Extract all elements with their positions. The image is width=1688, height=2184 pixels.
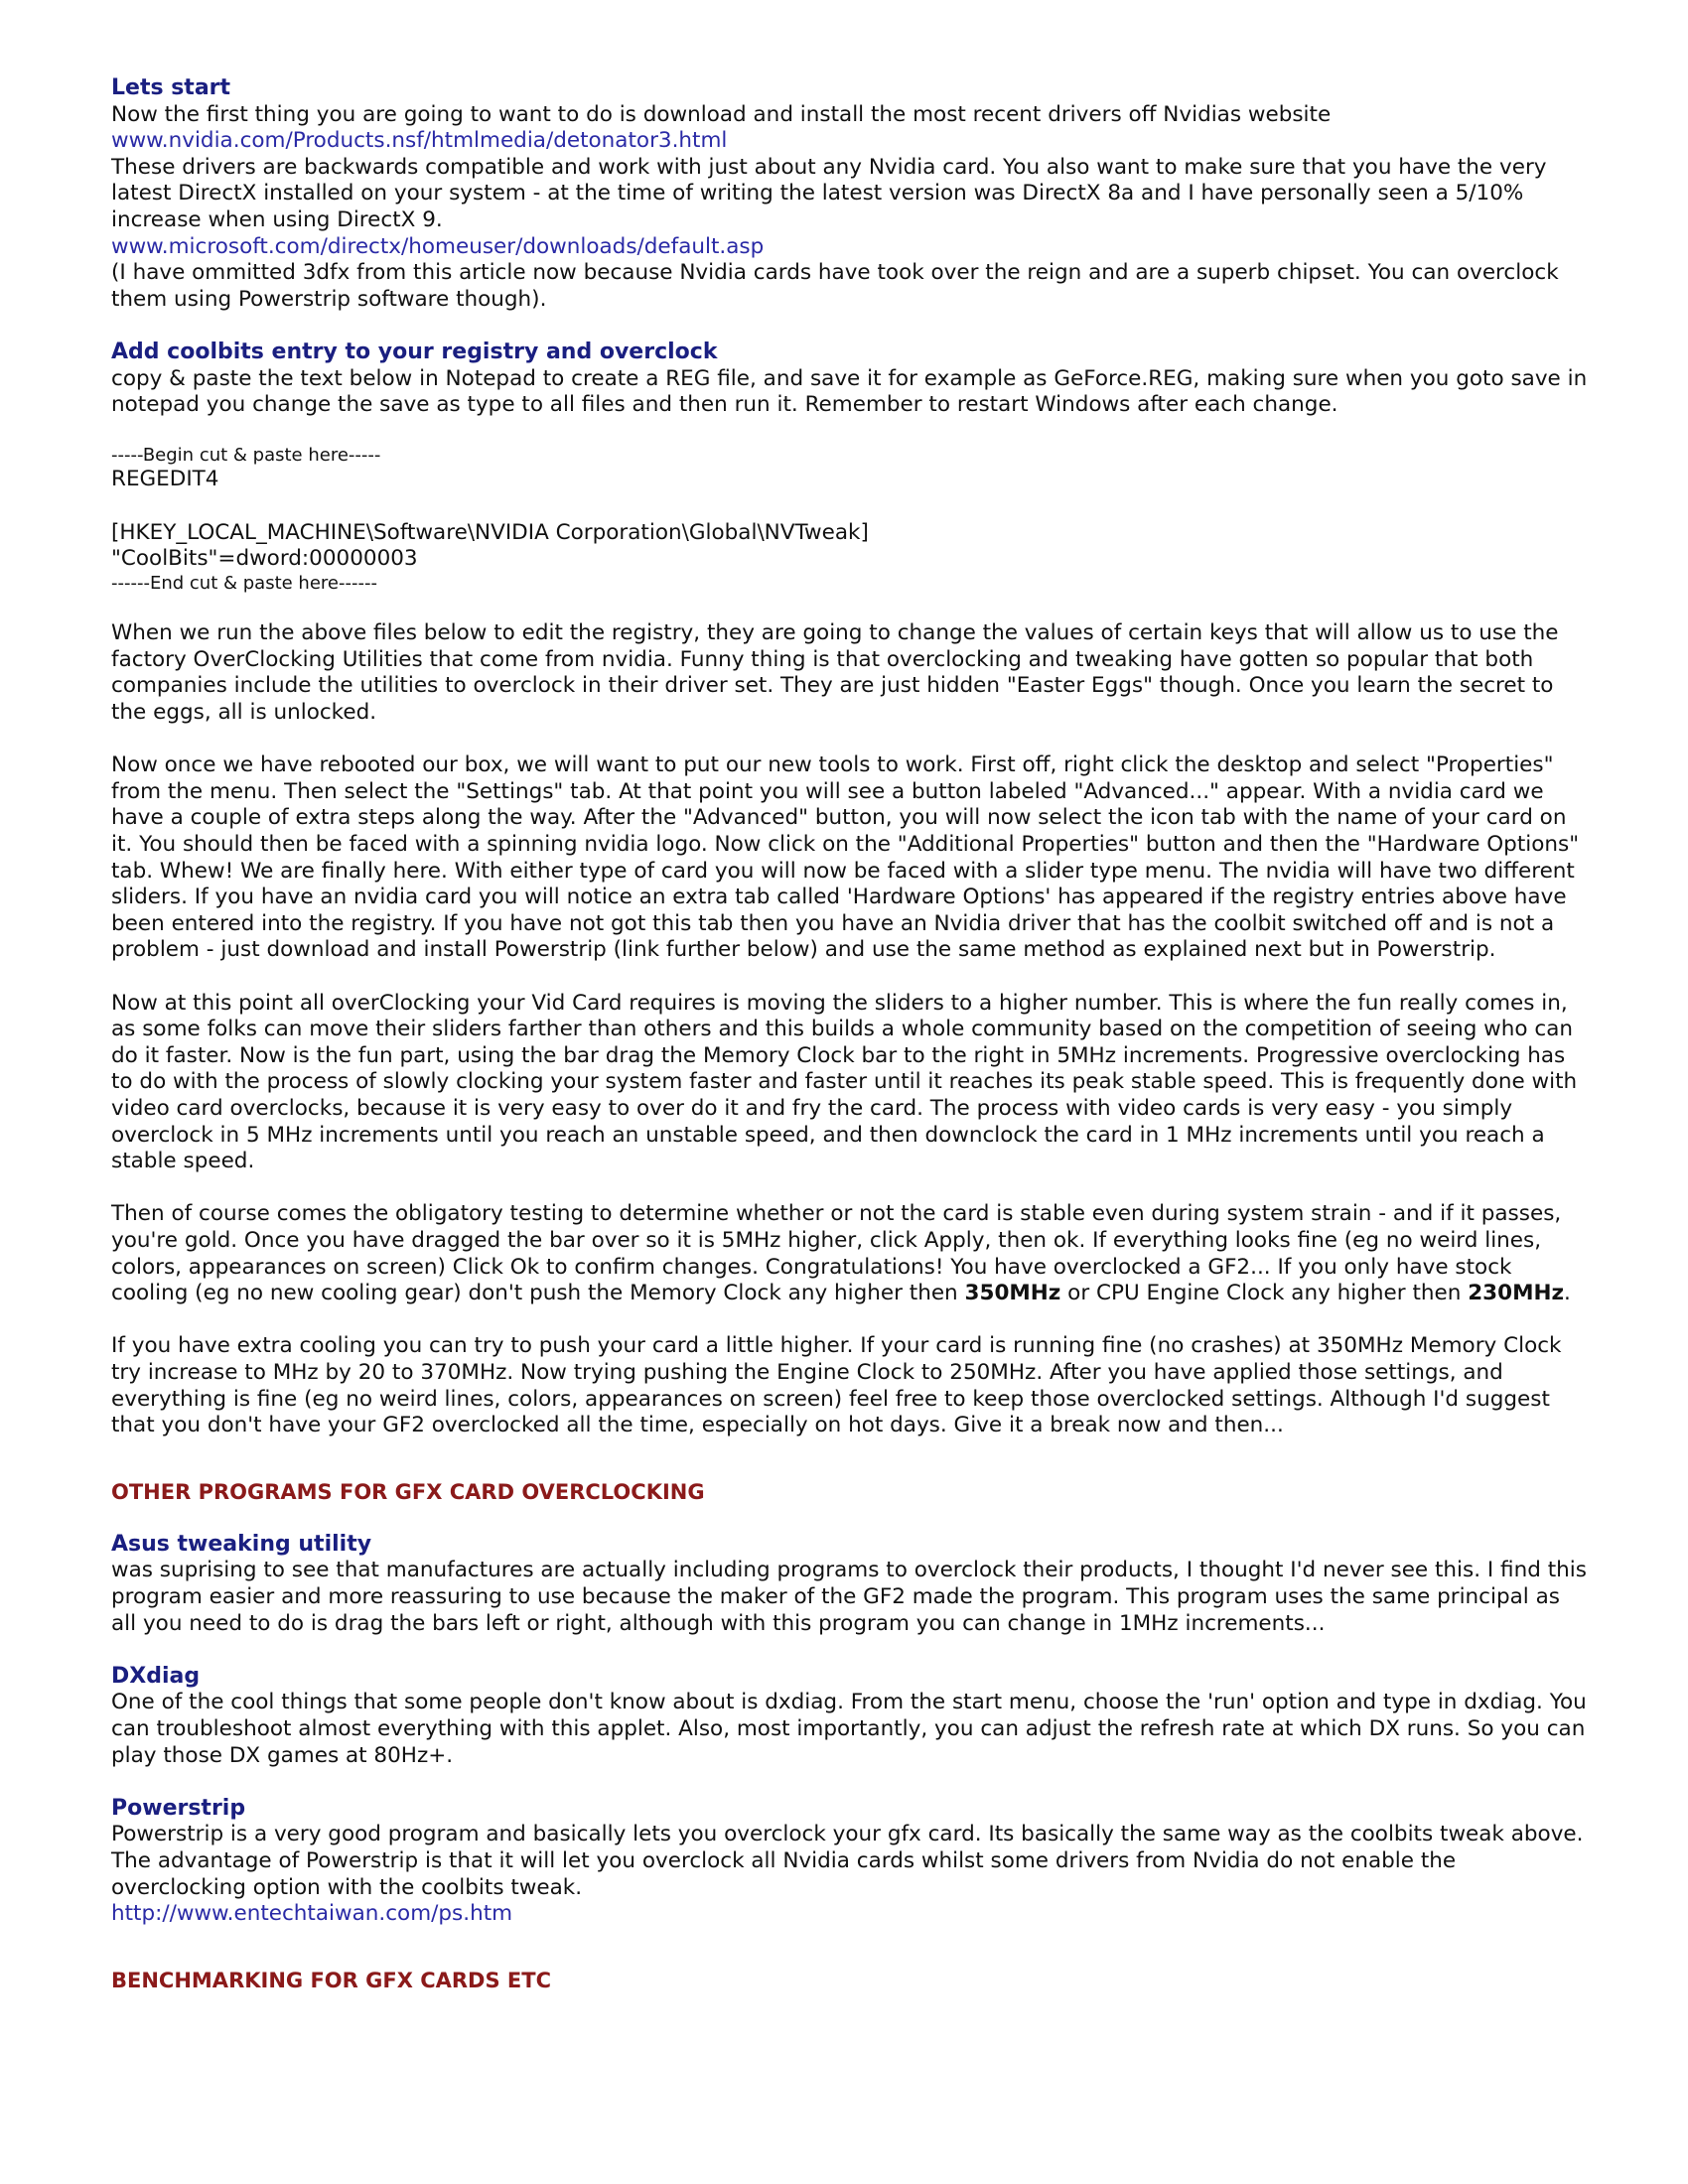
directx-download-link[interactable]: www.microsoft.com/directx/homeuser/downloads/default.asp — [111, 233, 765, 259]
other-programs-heading: OTHER PROGRAMS FOR GFX CARD OVERCLOCKING — [111, 1479, 705, 1504]
body-section — [111, 620, 1591, 1438]
body-para4-text-c: . — [1563, 1281, 1571, 1306]
memory-clock-limit: 350MHz — [964, 1281, 1061, 1306]
lets-start-heading: Lets start — [111, 75, 231, 100]
spacer — [111, 493, 1591, 520]
body-para3: Now at this point all overClocking your Vid Card requires is moving the sliders to a higher number. This is where the fun really comes in, as some folks can move their sliders farther than others and this builds a whole community based on the competition of seeing who can do it faster. Now is the fun part, using the bar drag the Memory Clock bar to the right in 5MHz increments. Progressive overclocking has to do with the process of slowly clocking your system faster and faster until it reaches its peak stable speed. This is frequently done with video card overclocks, because it is very easy to over do it and fry the card. The process with video cards is very easy - you simply overclock in 5 MHz increments until you reach an unstable speed, and then downclock the card in 1 MHz increments until you reach a stable speed. — [111, 990, 1578, 1174]
coolbits-section — [111, 340, 1591, 595]
spacer — [111, 419, 1591, 446]
body-para4 — [111, 1201, 1591, 1306]
engine-clock-limit: 230MHz — [1468, 1281, 1564, 1306]
powerstrip-heading: Powerstrip — [111, 1795, 246, 1821]
asus-heading: Asus tweaking utility — [111, 1531, 372, 1557]
coolbits-para: copy & paste the text below in Notepad to create a REG file, and save it for example as GeForce.REG, making sure when you goto save in notepad you change the save as type to all files and then run it. Remember to restart Windows after each change. — [111, 365, 1588, 418]
benchmarking-section — [111, 1968, 1591, 1994]
other-programs-section — [111, 1479, 1591, 1928]
body-para5: If you have extra cooling you can try to push your card a little higher. If your card is running fine (no crashes) at 350MHz Memory Clock try increase to MHz by 20 to 370MHz. Now trying pushing the Engine Clock to 250MHz. After you have applied those settings, and everything is fine (eg no weird lines, colors, appearances on screen) feel free to keep those overclocked settings. Although I'd suggest that you don't have your GF2 overclocked all the time, especially on hot days. Give it a break now and then... — [111, 1333, 1562, 1438]
cut-paste-begin: -----Begin cut & paste here----- — [111, 445, 381, 467]
spacer — [111, 313, 1591, 340]
powerstrip-link[interactable]: http://www.entechtaiwan.com/ps.htm — [111, 1901, 513, 1927]
registry-key-line: [HKEY_LOCAL_MACHINE\Software\NVIDIA Corporation\Global\NVTweak] — [111, 519, 869, 545]
spacer — [111, 1439, 1591, 1479]
spacer — [111, 964, 1591, 991]
cut-paste-end: ------End cut & paste here------ — [111, 572, 377, 594]
regedit-line: REGEDIT4 — [111, 467, 219, 492]
spacer — [111, 1928, 1591, 1968]
benchmarking-heading: BENCHMARKING FOR GFX CARDS ETC — [111, 1968, 551, 1992]
body-para4-text-b: or CPU Engine Clock any higher then — [1060, 1281, 1469, 1306]
body-para2: Now once we have rebooted our box, we will want to put our new tools to work. First off, right click the desktop and select "Properties" from the menu. Then select the "Settings" tab. At that point you will see a button labeled "Advanced..." appear. With a nvidia card we have a couple of extra steps along the way. After the "Advanced" button, you will now select the icon tab with the name of your card on it. You should then be faced with a spinning nvidia logo. Now click on the "Additional Properties" button and then the "Hardware Options" tab. Whew! We are finally here. With either type of card you will now be faced with a slider type menu. The nvidia will have two different sliders. If you have an nvidia card you will notice an extra tab called 'Hardware Options' has appeared if the registry entries above have been entered into the registry. If you have not got this tab then you have an Nvidia driver that has the coolbit switched off and is not a problem - just download and install Powerstrip (link further below) and use the same method as explained next but in Powerstrip. — [111, 752, 1580, 963]
asus-para: was suprising to see that manufactures are actually including programs to overclock their products, I thought I'd never see this. I find this program easier and more reassuring to use because the maker of the GF2 made the program. This program uses the same principal as all you need to do is drag the bars left or right, although with this program you can change in 1MHz increments... — [111, 1558, 1587, 1636]
spacer — [111, 1769, 1591, 1796]
registry-value-line: "CoolBits"=dword:00000003 — [111, 546, 418, 572]
body-para4-text-a: Then of course comes the obligatory testing to determine whether or not the card is stable even during system strain - and if it passes, you're gold. Once you have dragged the bar over so it is 5MHz higher, click Apply, then ok. If everything looks fine (eg no weird lines, colors, appearances on screen) Click Ok to confirm changes. Congratulations! You have overclocked a GF2... If you only have stock cooling (eg no new cooling gear) don't push the Memory Clock any higher then — [111, 1201, 1562, 1306]
spacer — [111, 1175, 1591, 1202]
coolbits-heading: Add coolbits entry to your registry and overclock — [111, 339, 718, 364]
powerstrip-para: Powerstrip is a very good program and basically lets you overclock your gfx card. Its basically the same way as the coolbits tweak above. The advantage of Powerstrip is that it will let you overclock all Nvidia cards whilst some drivers from Nvidia do not enable the overclocking option with the coolbits tweak. — [111, 1822, 1584, 1900]
spacer — [111, 1637, 1591, 1664]
lets-start-line1: Now the first thing you are going to want to do is download and install the most recent drivers off Nvidias website — [111, 101, 1332, 127]
document-page — [111, 75, 1591, 1993]
dxdiag-para: One of the cool things that some people don't know about is dxdiag. From the start menu, choose the 'run' option and type in dxdiag. You can troubleshoot almost everything with this applet. Also, most importantly, you can adjust the refresh rate at which DX runs. So you can play those DX games at 80Hz+. — [111, 1690, 1587, 1768]
spacer — [111, 595, 1591, 621]
dxdiag-heading: DXdiag — [111, 1663, 201, 1689]
body-para1: When we run the above files below to edit the registry, they are going to change the values of certain keys that will allow us to use the factory OverClocking Utilities that come from nvidia. Funny thing is that overclocking and tweaking have gotten so popular that both companies include the utilities to overclock in their driver set. They are just hidden "Easter Eggs" though. Once you learn the secret to the eggs, all is unlocked. — [111, 620, 1559, 726]
spacer — [111, 727, 1591, 753]
lets-start-para3: (I have ommitted 3dfx from this article now because Nvidia cards have took over the reign and are a superb chipset. You can overclock them using Powerstrip software though). — [111, 260, 1559, 312]
nvidia-driver-link[interactable]: www.nvidia.com/Products.nsf/htmlmedia/detonator3.html — [111, 128, 728, 154]
lets-start-para2: These drivers are backwards compatible and work with just about any Nvidia card. You also want to make sure that you have the very latest DirectX installed on your system - at the time of writing the latest version was DirectX 8a and I have personally seen a 5/10% increase when using DirectX 9. — [111, 154, 1547, 232]
spacer — [111, 1505, 1591, 1532]
lets-start-section — [111, 75, 1591, 313]
spacer — [111, 1307, 1591, 1334]
